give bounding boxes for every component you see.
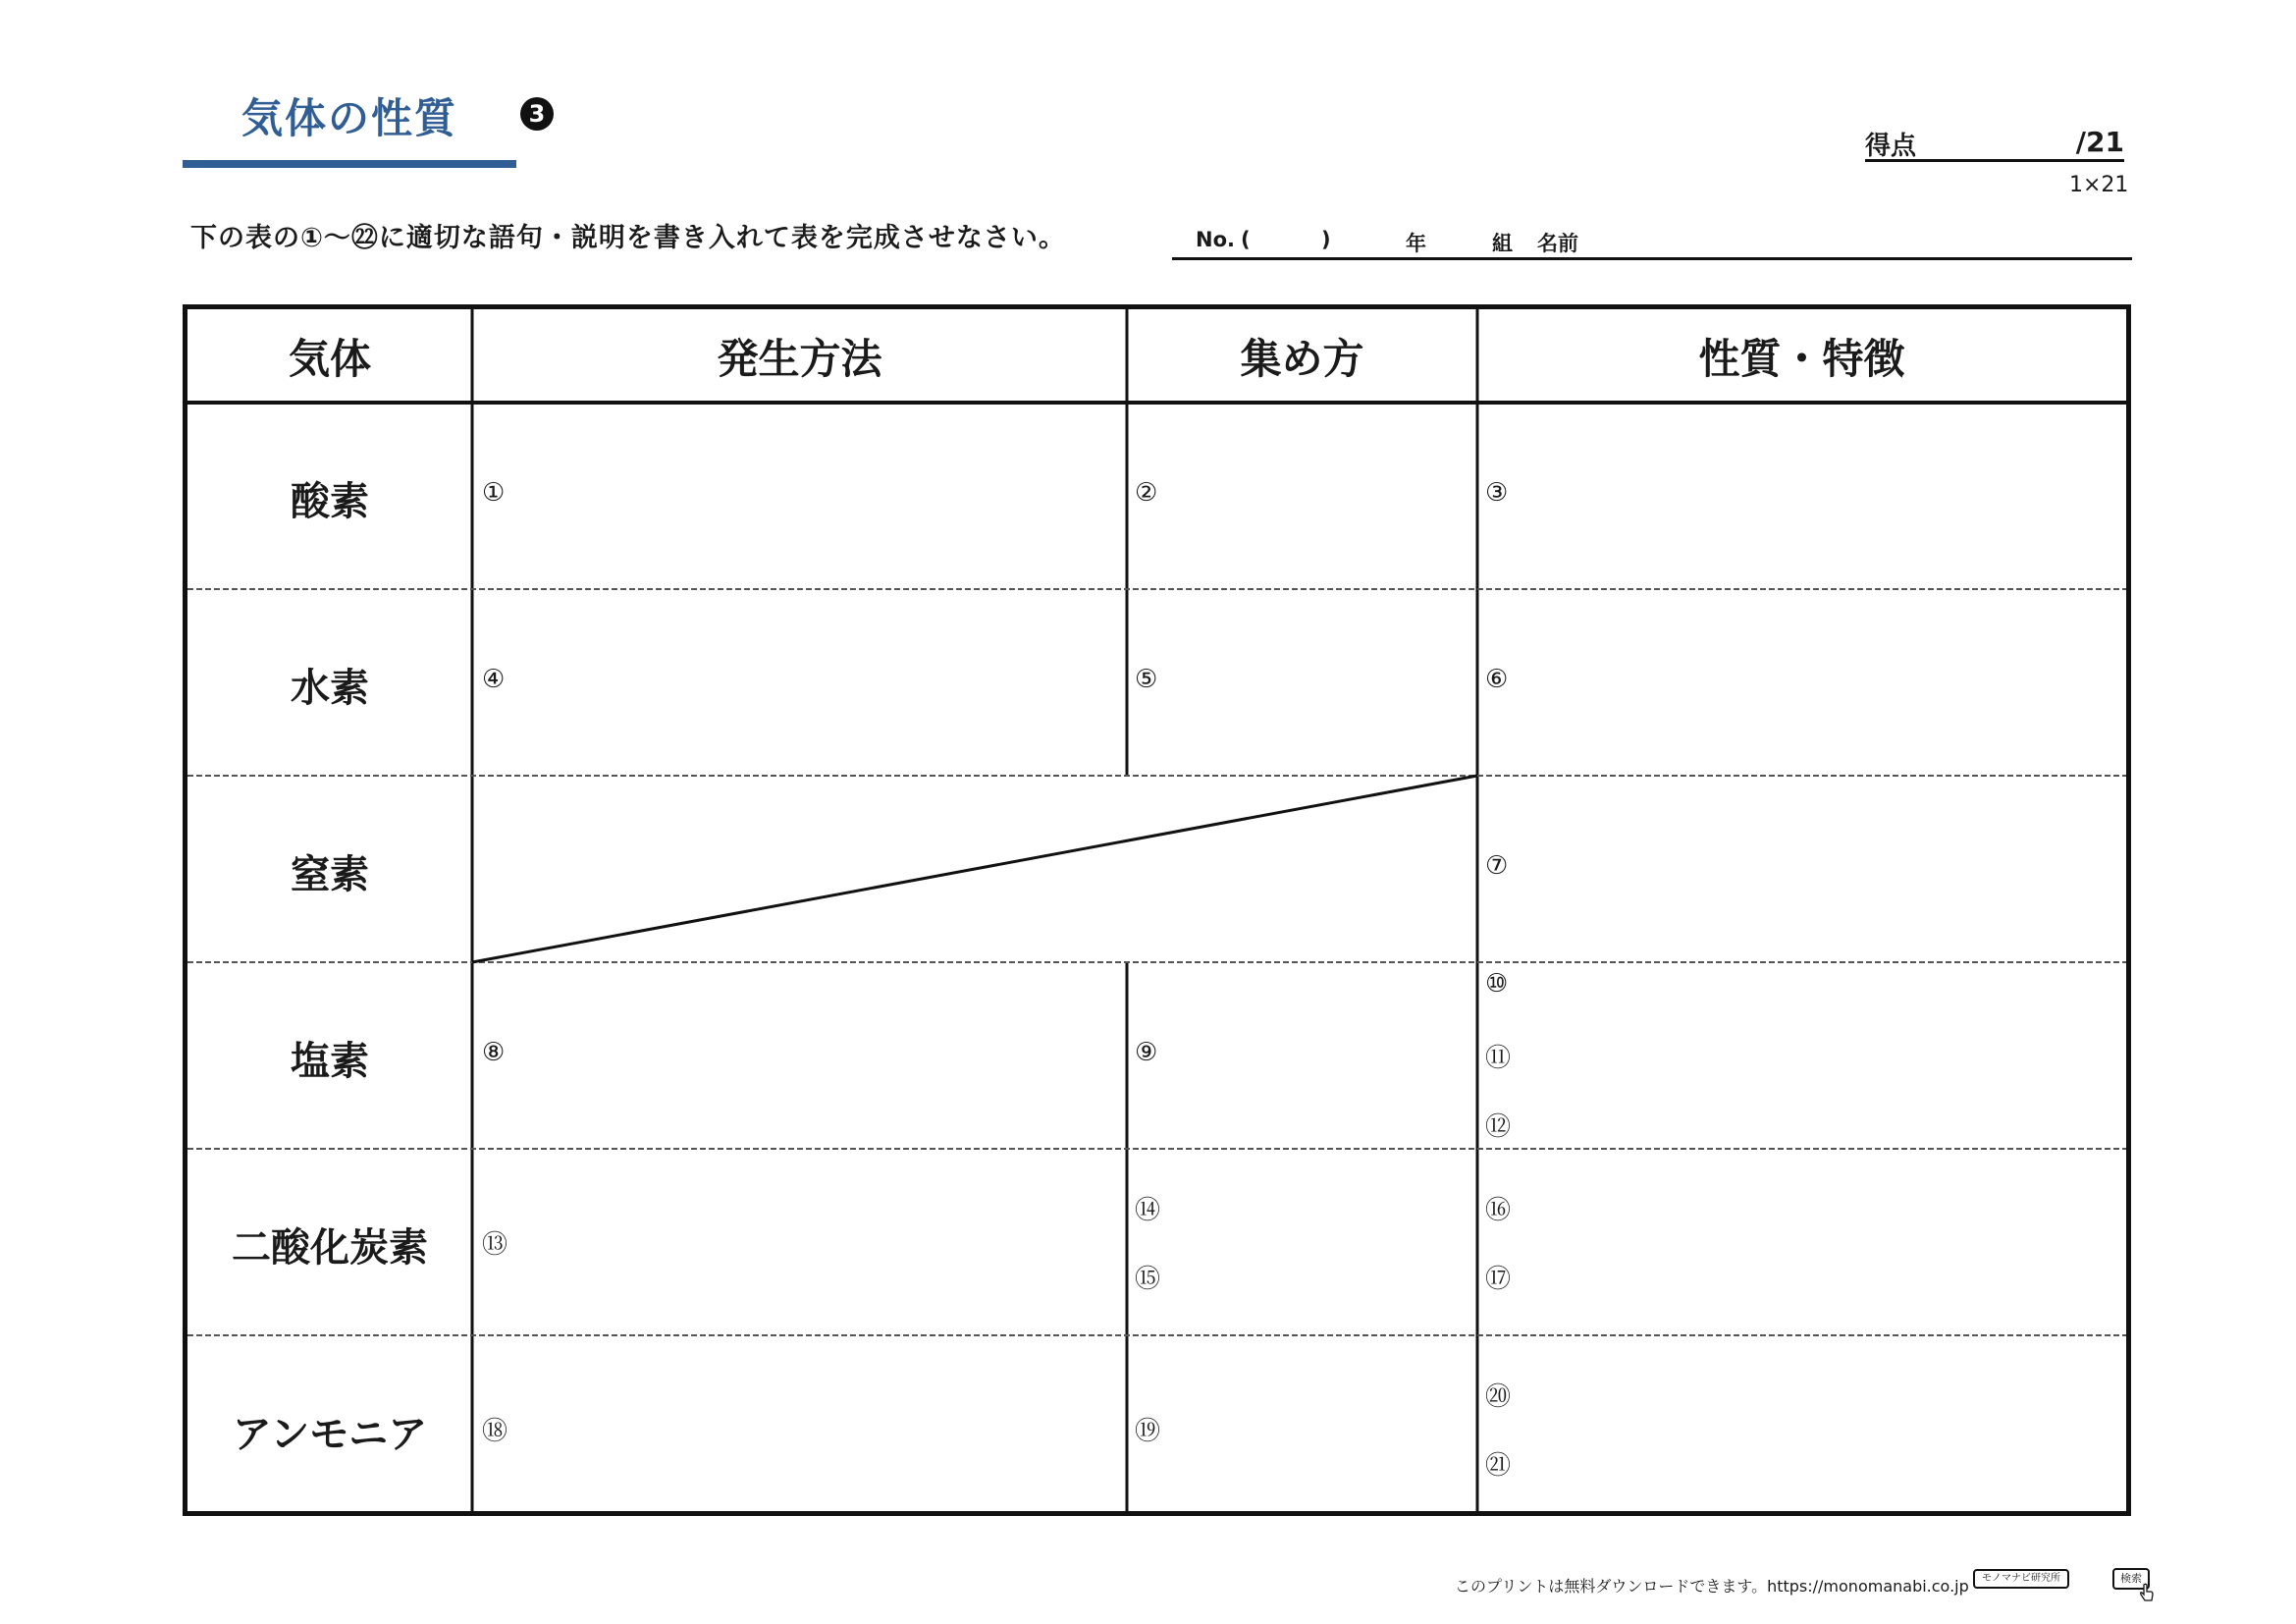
search-button: 検索 (2112, 1568, 2150, 1590)
header-properties: 性質・特徴 (1698, 335, 1905, 383)
gas-properties-table (183, 304, 2131, 1516)
gas-oxygen: 酸素 (291, 479, 369, 524)
footer-download-note: このプリントは無料ダウンロードできます。https://monomanabi.co.jp (1455, 1577, 1969, 1596)
header-generation-method: 発生方法 (717, 335, 882, 383)
close-paren: ) (1321, 228, 1331, 251)
answer-cell-16[interactable]: ⑯ (1485, 1196, 1512, 1225)
answer-cell-9[interactable]: ⑨ (1135, 1038, 1158, 1067)
answer-cell-5[interactable]: ⑤ (1135, 665, 1158, 694)
header-collection-method: 集め方 (1240, 335, 1364, 383)
gas-nitrogen: 窒素 (291, 852, 369, 897)
answer-cell-4[interactable]: ④ (482, 665, 506, 694)
answer-cell-12[interactable]: ⑫ (1485, 1112, 1512, 1142)
header-gas: 気体 (288, 335, 371, 383)
title-underline (183, 160, 516, 168)
answer-cell-11[interactable]: ⑪ (1485, 1044, 1512, 1073)
answer-cell-20[interactable]: ⑳ (1485, 1382, 1512, 1412)
answer-cell-13[interactable]: ⑬ (482, 1230, 508, 1260)
answer-cell-1[interactable]: ① (482, 478, 506, 508)
gas-ammonia: アンモニア (232, 1412, 428, 1457)
brand-search-box: モノマナビ研究所 (1973, 1569, 2069, 1589)
score-total: /21 (2075, 126, 2124, 158)
score-note: 1×21 (2069, 173, 2129, 197)
answer-cell-3[interactable]: ③ (1485, 478, 1509, 508)
gas-chlorine: 塩素 (291, 1039, 369, 1084)
answer-cell-10[interactable]: ⑩ (1485, 969, 1509, 999)
answer-cell-2[interactable]: ② (1135, 478, 1158, 508)
answer-cell-8[interactable]: ⑧ (482, 1038, 506, 1067)
grade-label: 年 (1406, 232, 1426, 255)
answer-cell-21[interactable]: ㉑ (1485, 1451, 1512, 1481)
worksheet-number-badge: 3 (520, 97, 554, 131)
answer-cell-15[interactable]: ⑮ (1135, 1265, 1161, 1294)
answer-cell-18[interactable]: ⑱ (482, 1417, 508, 1446)
gas-carbon-dioxide: 二酸化炭素 (232, 1225, 428, 1271)
open-paren: ( (1241, 228, 1251, 251)
answer-cell-19[interactable]: ⑲ (1135, 1417, 1161, 1446)
score-label: 得点 (1865, 132, 1917, 161)
answer-cell-6[interactable]: ⑥ (1485, 665, 1509, 694)
gas-hydrogen: 水素 (291, 666, 369, 711)
name-line[interactable] (1172, 257, 2132, 260)
number-label: No. (1196, 228, 1235, 251)
answer-cell-17[interactable]: ⑰ (1485, 1265, 1512, 1294)
answer-cell-7[interactable]: ⑦ (1485, 851, 1509, 881)
instructions: 下の表の①～㉒に適切な語句・説明を書き入れて表を完成させなさい。 (190, 223, 1066, 253)
score-field[interactable] (1865, 126, 2124, 162)
page-title: 気体の性質 (241, 94, 458, 142)
pointer-hand-icon (2138, 1583, 2156, 1604)
class-label: 組 (1492, 232, 1513, 255)
name-label: 名前 (1537, 232, 1578, 255)
answer-cell-14[interactable]: ⑭ (1135, 1196, 1161, 1225)
